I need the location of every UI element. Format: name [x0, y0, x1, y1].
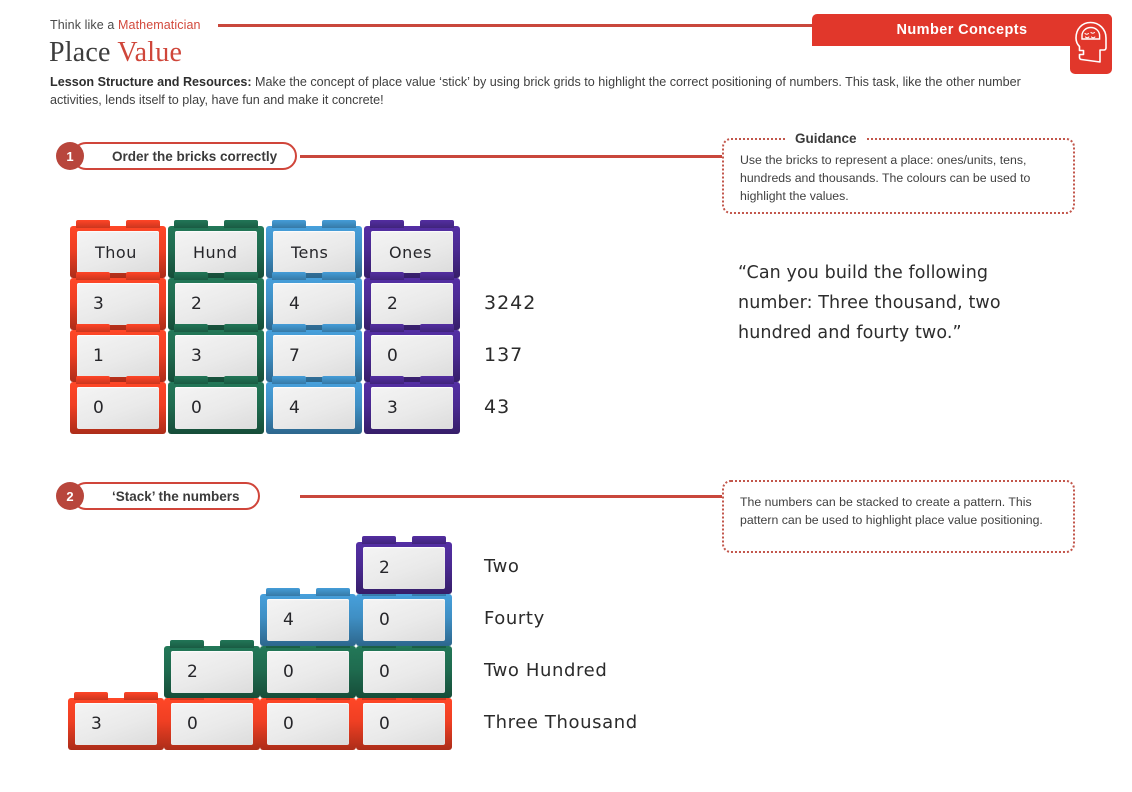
brick-stud	[272, 376, 306, 384]
brick[interactable]	[260, 646, 356, 698]
brick-value: 2	[387, 294, 399, 314]
brick-studs	[76, 220, 160, 228]
brick-face	[267, 651, 349, 693]
brick-stud	[272, 220, 306, 228]
brick[interactable]	[70, 278, 166, 330]
brick-studs	[370, 220, 454, 228]
brick-stud	[220, 640, 254, 648]
brick-stud	[76, 272, 110, 280]
brick-stud	[316, 588, 350, 596]
brick[interactable]	[164, 646, 260, 698]
brick-stud	[272, 324, 306, 332]
brick-value: 0	[283, 714, 295, 734]
brick-stud	[124, 692, 158, 700]
brick[interactable]	[364, 330, 460, 382]
brick-studs	[174, 324, 258, 332]
brick-face	[77, 283, 159, 325]
brick-value: Thou	[95, 242, 137, 262]
brick-stud	[174, 324, 208, 332]
brick-value: 3	[91, 714, 103, 734]
brick[interactable]	[356, 646, 452, 698]
brick-face	[267, 599, 349, 641]
brick-value: 0	[379, 714, 391, 734]
brick[interactable]	[266, 226, 362, 278]
brick-face	[77, 231, 159, 273]
brick-value: 4	[289, 398, 301, 418]
stack-row-label: Two	[484, 556, 520, 577]
stack-row-label: Two Hundred	[484, 660, 608, 681]
brick-stud	[362, 536, 396, 544]
brick-face	[267, 703, 349, 745]
step-pill-1-label: Order the bricks correctly	[112, 148, 278, 164]
step-pill-2-body	[72, 482, 260, 510]
brick-studs	[174, 376, 258, 384]
brick-stud	[224, 272, 258, 280]
brick-studs	[76, 272, 160, 280]
brick-face	[175, 231, 257, 273]
brick-value: 1	[93, 346, 105, 366]
brick-stud	[224, 220, 258, 228]
connector-line-1	[300, 155, 725, 158]
header-rule	[218, 24, 814, 27]
brick-value: 0	[93, 398, 105, 418]
brick-stud	[126, 272, 160, 280]
brick-face	[75, 703, 157, 745]
brick[interactable]	[266, 278, 362, 330]
brick[interactable]	[266, 330, 362, 382]
brick-value: 0	[387, 346, 399, 366]
brick-value: 2	[191, 294, 203, 314]
brick[interactable]	[68, 698, 164, 750]
brick-face	[273, 387, 355, 429]
brick-stud	[74, 692, 108, 700]
grid-answer: 3242	[484, 292, 537, 314]
eyebrow	[50, 18, 201, 32]
brick[interactable]	[364, 382, 460, 434]
brick-face	[371, 387, 453, 429]
brick-studs	[272, 272, 356, 280]
brick[interactable]	[356, 594, 452, 646]
brick-value: 0	[283, 662, 295, 682]
brick[interactable]	[356, 698, 452, 750]
brick-stud	[322, 272, 356, 280]
page-title-accent: Value	[117, 37, 183, 68]
brick-value: Ones	[389, 242, 432, 262]
eyebrow-prefix: Think like a	[50, 18, 118, 32]
brick-face	[171, 651, 253, 693]
brick-value: 4	[283, 610, 295, 630]
brick[interactable]	[168, 278, 264, 330]
prompt-quote: “Can you build the following number: Three thousand, two hundred and fourty two.”	[738, 263, 1001, 344]
brick-stud	[420, 220, 454, 228]
brick-studs	[174, 220, 258, 228]
step-pill-2-number: 2	[56, 482, 84, 510]
brick[interactable]	[168, 226, 264, 278]
brick-value: Hund	[193, 242, 238, 262]
brick-stud	[76, 376, 110, 384]
grid-answer: 137	[484, 344, 524, 366]
brick-stud	[322, 220, 356, 228]
brick-stud	[126, 376, 160, 384]
category-banner-title: Number Concepts	[896, 22, 1028, 38]
brick-face	[371, 283, 453, 325]
brick-stud	[76, 324, 110, 332]
brick-value: 4	[289, 294, 301, 314]
brick-value: 0	[191, 398, 203, 418]
brick-face	[175, 283, 257, 325]
brick-stud	[322, 324, 356, 332]
brick-face	[363, 547, 445, 589]
brick-studs	[170, 640, 254, 648]
brick-stud	[170, 640, 204, 648]
brick-value: 2	[379, 558, 391, 578]
brick-studs	[370, 376, 454, 384]
brick-stud	[370, 376, 404, 384]
step-pill-1-body	[72, 142, 297, 170]
lesson-structure-label: Lesson Structure and Resources:	[50, 75, 252, 89]
brick-value: 7	[289, 346, 301, 366]
brick-stud	[370, 324, 404, 332]
brick[interactable]	[364, 226, 460, 278]
brick-value: 0	[379, 662, 391, 682]
brick-stud	[126, 220, 160, 228]
brick[interactable]	[364, 278, 460, 330]
brick-face	[273, 231, 355, 273]
brick-stud	[370, 272, 404, 280]
brick-face	[171, 703, 253, 745]
stack-row-label: Fourty	[484, 608, 545, 629]
brick-value: 3	[93, 294, 105, 314]
brick-face	[77, 335, 159, 377]
brick[interactable]	[168, 382, 264, 434]
brick-stud	[370, 220, 404, 228]
brick-stud	[420, 272, 454, 280]
step-pill-1-number: 1	[56, 142, 84, 170]
guidance-box-1	[722, 138, 1075, 214]
brick[interactable]	[70, 382, 166, 434]
brick[interactable]	[168, 330, 264, 382]
brick-stud	[266, 588, 300, 596]
brick-face	[175, 387, 257, 429]
brick-stud	[174, 376, 208, 384]
brick-studs	[272, 324, 356, 332]
brick-stud	[224, 324, 258, 332]
guidance-title: Guidance	[785, 131, 867, 146]
brick-face	[175, 335, 257, 377]
brick[interactable]	[260, 594, 356, 646]
head-brain-icon	[1074, 20, 1108, 64]
brick-studs	[370, 272, 454, 280]
brick-face	[371, 231, 453, 273]
brick-stud	[412, 536, 446, 544]
brick-studs	[266, 588, 350, 596]
eyebrow-accent: Mathematician	[118, 18, 201, 32]
brick-studs	[362, 536, 446, 544]
brick[interactable]	[260, 698, 356, 750]
page-title	[49, 37, 182, 69]
stack-row-label: Three Thousand	[484, 712, 638, 733]
brick-face	[371, 335, 453, 377]
guidance-text-2: The numbers can be stacked to create a pattern. This pattern can be used to highlight place value positioning.	[740, 495, 1043, 527]
brick-stud	[224, 376, 258, 384]
brick-studs	[76, 376, 160, 384]
lesson-structure-body: Make the concept of place value ‘stick’ by using brick grids to highlight the correct positioning of numbers. This task, like the other number activities, lends itself to play, have fun and make it concrete!	[50, 75, 1021, 107]
grid-answer: 43	[484, 396, 511, 418]
lesson-structure	[50, 74, 1075, 110]
brick[interactable]	[70, 226, 166, 278]
brick-face	[363, 651, 445, 693]
brick-studs	[370, 324, 454, 332]
brick-face	[363, 599, 445, 641]
brick-face	[273, 335, 355, 377]
brick-value: 2	[187, 662, 199, 682]
brick-stud	[272, 272, 306, 280]
brick-value: 0	[379, 610, 391, 630]
brick[interactable]	[70, 330, 166, 382]
brick-studs	[272, 376, 356, 384]
page-title-prefix: Place	[49, 37, 118, 68]
brick-stud	[126, 324, 160, 332]
brick[interactable]	[356, 542, 452, 594]
brick-face	[363, 703, 445, 745]
brick-value: 0	[187, 714, 199, 734]
brick-face	[77, 387, 159, 429]
brick-value: 3	[191, 346, 203, 366]
brick[interactable]	[266, 382, 362, 434]
brick-value: Tens	[291, 242, 329, 262]
connector-line-2	[300, 495, 725, 498]
brick-value: 3	[387, 398, 399, 418]
brick-studs	[76, 324, 160, 332]
brick-face	[273, 283, 355, 325]
brick-studs	[74, 692, 158, 700]
brick-studs	[174, 272, 258, 280]
brick-stud	[420, 376, 454, 384]
brick-studs	[272, 220, 356, 228]
guidance-text-1: Use the bricks to represent a place: ones/units, tens, hundreds and thousands. The colours can be used to highlight the values.	[740, 153, 1031, 203]
brick-stud	[174, 272, 208, 280]
brick-stud	[322, 376, 356, 384]
brick-stud	[420, 324, 454, 332]
guidance-box-2	[722, 480, 1075, 553]
brick-stud	[174, 220, 208, 228]
step-pill-2-label: ‘Stack’ the numbers	[112, 488, 240, 504]
brick-stud	[76, 220, 110, 228]
category-banner	[812, 14, 1112, 46]
brick[interactable]	[164, 698, 260, 750]
